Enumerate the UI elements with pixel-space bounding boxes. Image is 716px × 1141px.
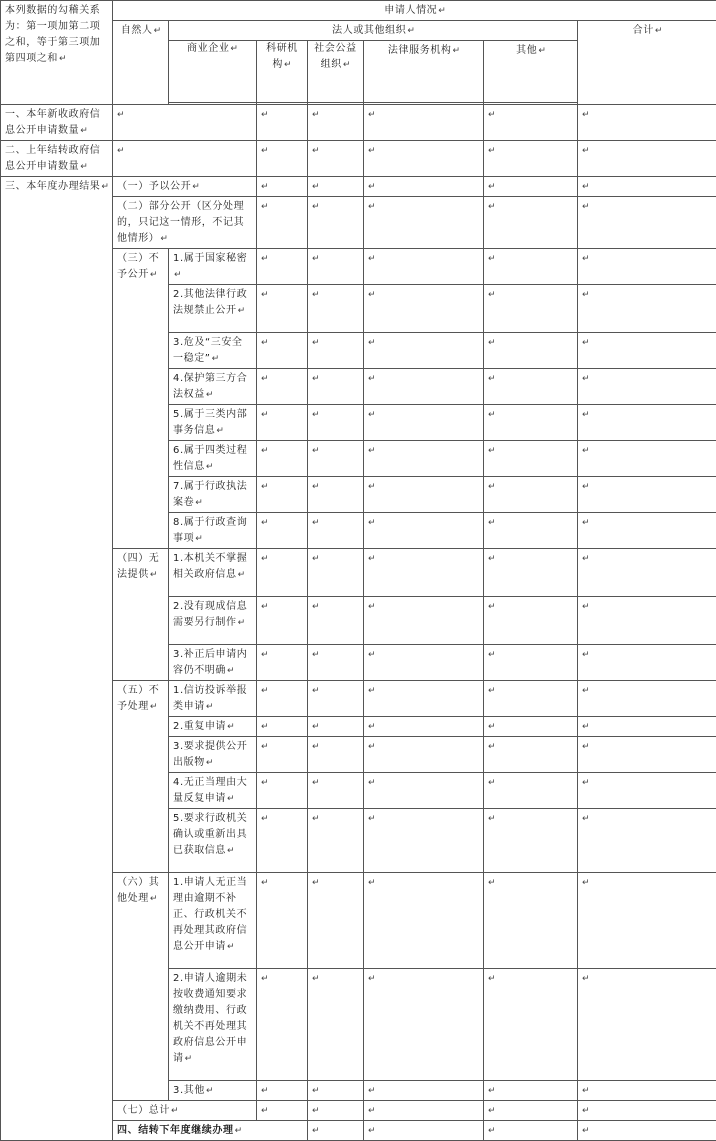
cell: ↵ [308, 405, 364, 441]
cell: ↵ [308, 285, 364, 333]
cell: ↵ [484, 441, 578, 477]
cell: ↵ [484, 873, 578, 969]
cell: ↵ [257, 369, 308, 405]
cell: ↵ [308, 549, 364, 597]
cell: ↵ [484, 1101, 578, 1121]
label-unable-group: （四）无法提供↵ [113, 549, 169, 681]
cell: ↵ [578, 177, 716, 197]
cell: ↵ [257, 333, 308, 369]
label-carried-over: 二、上年结转政府信息公开申请数量↵ [1, 141, 113, 177]
label-refuse-group: （三）不予公开↵ [113, 249, 169, 549]
header-natural-person: 自然人↵ [113, 21, 169, 105]
cell: ↵ [257, 405, 308, 441]
cell: ↵ [308, 105, 364, 141]
cell: ↵ [308, 873, 364, 969]
header-other: 其他↵ [484, 41, 578, 103]
row-new-requests [1, 105, 716, 141]
label-other-item: 1.申请人无正当理由逾期不补正、行政机关不再处理其政府信息公开申请↵ [169, 873, 257, 969]
cell: ↵ [578, 285, 716, 333]
label-total: （七）总计↵ [113, 1101, 257, 1121]
cell: ↵ [308, 333, 364, 369]
cell: ↵ [364, 369, 484, 405]
label-refuse-item: 1.属于国家秘密↵ [169, 249, 257, 285]
cell: ↵ [257, 285, 308, 333]
cell: ↵ [578, 369, 716, 405]
label-no-process-item: 4.无正当理由大量反复申请↵ [169, 773, 257, 809]
header-row-1 [1, 1, 716, 21]
header-research: 科研机构↵ [257, 41, 308, 103]
cell: ↵ [364, 197, 484, 249]
cell: ↵ [308, 773, 364, 809]
cell: ↵ [484, 141, 578, 177]
cell: ↵ [257, 597, 308, 645]
cell: ↵ [364, 717, 484, 737]
cell: ↵ [578, 1121, 716, 1141]
cell: ↵ [364, 513, 484, 549]
cell: ↵ [308, 809, 364, 873]
cell: ↵ [484, 969, 578, 1081]
header-note: 本列数据的勾稽关系为：第一项加第二项之和，等于第三项加第四项之和↵ [1, 1, 113, 105]
cell: ↵ [308, 645, 364, 681]
header-applicant: 申请人情况↵ [113, 1, 716, 21]
cell: ↵ [308, 1081, 364, 1101]
header-legal-service: 法律服务机构↵ [364, 41, 484, 103]
cell: ↵ [113, 105, 257, 141]
cell: ↵ [308, 737, 364, 773]
cell: ↵ [484, 1121, 578, 1141]
cell: ↵ [578, 873, 716, 969]
cell: ↵ [308, 717, 364, 737]
cell: ↵ [578, 773, 716, 809]
cell: ↵ [364, 969, 484, 1081]
header-social-welfare: 社会公益组织↵ [308, 41, 364, 103]
cell: ↵ [484, 477, 578, 513]
cell: ↵ [484, 773, 578, 809]
cell: ↵ [578, 969, 716, 1081]
cell: ↵ [484, 285, 578, 333]
cell: ↵ [484, 597, 578, 645]
cell: ↵ [364, 681, 484, 717]
cell: ↵ [257, 969, 308, 1081]
label-no-process-item: 5.要求行政机关确认或重新出具已获取信息↵ [169, 809, 257, 873]
cell: ↵ [484, 249, 578, 285]
label-refuse-item: 5.属于三类内部事务信息↵ [169, 405, 257, 441]
cell: ↵ [113, 141, 257, 177]
cell: ↵ [578, 513, 716, 549]
cell: ↵ [484, 177, 578, 197]
cell: ↵ [364, 549, 484, 597]
cell: ↵ [308, 177, 364, 197]
cell: ↵ [257, 441, 308, 477]
label-refuse-item: 4.保护第三方合法权益↵ [169, 369, 257, 405]
cell: ↵ [257, 809, 308, 873]
cell: ↵ [578, 681, 716, 717]
cell: ↵ [257, 141, 308, 177]
cell: ↵ [257, 249, 308, 285]
cell: ↵ [257, 549, 308, 597]
cell: ↵ [578, 197, 716, 249]
cell: ↵ [364, 873, 484, 969]
cell: ↵ [257, 737, 308, 773]
cell: ↵ [484, 1081, 578, 1101]
label-refuse-item: 3.危及“三安全一稳定”↵ [169, 333, 257, 369]
label-other-item: 3.其他↵ [169, 1081, 257, 1101]
cell: ↵ [364, 737, 484, 773]
cell: ↵ [257, 773, 308, 809]
cell: ↵ [257, 513, 308, 549]
header-total: 合计↵ [578, 21, 716, 105]
label-refuse-item: 2.其他法律行政法规禁止公开↵ [169, 285, 257, 333]
cell: ↵ [484, 405, 578, 441]
cell: ↵ [484, 717, 578, 737]
cell: ↵ [364, 105, 484, 141]
label-refuse-item: 7.属于行政执法案卷↵ [169, 477, 257, 513]
cell: ↵ [308, 969, 364, 1081]
cell: ↵ [364, 809, 484, 873]
label-no-process-group: （五）不予处理↵ [113, 681, 169, 873]
cell: ↵ [578, 333, 716, 369]
cell: ↵ [257, 477, 308, 513]
label-disclosed: （一）予以公开↵ [113, 177, 257, 197]
cell: ↵ [578, 477, 716, 513]
cell: ↵ [364, 597, 484, 645]
header-legal-group: 法人或其他组织↵ [169, 21, 578, 41]
cell: ↵ [484, 681, 578, 717]
cell: ↵ [484, 549, 578, 597]
cell: ↵ [257, 177, 308, 197]
cell: ↵ [257, 197, 308, 249]
cell: ↵ [308, 477, 364, 513]
cell: ↵ [578, 405, 716, 441]
cell: ↵ [257, 1101, 308, 1121]
label-results: 三、本年度办理结果↵ [1, 177, 113, 1141]
cell: ↵ [364, 249, 484, 285]
row-disclosed [1, 177, 716, 197]
cell: ↵ [364, 773, 484, 809]
cell: ↵ [308, 513, 364, 549]
cell: ↵ [578, 809, 716, 873]
cell: ↵ [364, 477, 484, 513]
cell: ↵ [364, 285, 484, 333]
cell: ↵ [484, 369, 578, 405]
cell: ↵ [308, 1121, 364, 1141]
cell: ↵ [364, 333, 484, 369]
label-new-requests: 一、本年新收政府信息公开申请数量↵ [1, 105, 113, 141]
cell: ↵ [578, 645, 716, 681]
label-partial: （二）部分公开（区分处理的，只记这一情形，不记其他情形）↵ [113, 197, 257, 249]
cell: ↵ [578, 1101, 716, 1121]
cell: ↵ [484, 809, 578, 873]
cell: ↵ [364, 141, 484, 177]
label-refuse-item: 8.属于行政查询事项↵ [169, 513, 257, 549]
cell: ↵ [308, 441, 364, 477]
cell: ↵ [484, 645, 578, 681]
cell: ↵ [578, 597, 716, 645]
label-no-process-item: 2.重复申请↵ [169, 717, 257, 737]
label-other-group: （六）其他处理↵ [113, 873, 169, 1101]
cell: ↵ [308, 369, 364, 405]
label-no-process-item: 3.要求提供公开出版物↵ [169, 737, 257, 773]
label-unable-item: 1.本机关不掌握相关政府信息↵ [169, 549, 257, 597]
cell: ↵ [484, 737, 578, 773]
cell: ↵ [578, 737, 716, 773]
cell: ↵ [308, 249, 364, 285]
label-no-process-item: 1.信访投诉举报类申请↵ [169, 681, 257, 717]
cell: ↵ [578, 549, 716, 597]
cell: ↵ [308, 141, 364, 177]
cell: ↵ [308, 681, 364, 717]
cell: ↵ [364, 1101, 484, 1121]
header-business: 商业企业↵ [169, 41, 257, 103]
cell: ↵ [484, 333, 578, 369]
cell: ↵ [578, 717, 716, 737]
cell: ↵ [578, 141, 716, 177]
cell: ↵ [364, 645, 484, 681]
cell: ↵ [364, 177, 484, 197]
cell: ↵ [578, 249, 716, 285]
cell: ↵ [578, 1081, 716, 1101]
cell: ↵ [364, 1081, 484, 1101]
cell: ↵ [578, 441, 716, 477]
label-refuse-item: 6.属于四类过程性信息↵ [169, 441, 257, 477]
cell: ↵ [257, 645, 308, 681]
cell: ↵ [364, 1121, 484, 1141]
label-unable-item: 2.没有现成信息需要另行制作↵ [169, 597, 257, 645]
cell: ↵ [484, 105, 578, 141]
cell: ↵ [257, 105, 308, 141]
label-unable-item: 3.补正后申请内容仍不明确↵ [169, 645, 257, 681]
row-carried-over [1, 141, 716, 177]
cell: ↵ [308, 597, 364, 645]
cell: ↵ [308, 197, 364, 249]
cell: ↵ [308, 1101, 364, 1121]
cell: ↵ [364, 405, 484, 441]
cell: ↵ [484, 197, 578, 249]
cell: ↵ [257, 873, 308, 969]
cell: ↵ [257, 1081, 308, 1101]
cell: ↵ [364, 441, 484, 477]
cell: ↵ [257, 681, 308, 717]
cell: ↵ [257, 717, 308, 737]
label-other-item: 2.申请人逾期未按收费通知要求缴纳费用、行政机关不再处理其政府信息公开申请↵ [169, 969, 257, 1081]
cell: ↵ [484, 513, 578, 549]
cell: ↵ [578, 105, 716, 141]
label-next-year: 四、结转下年度继续办理↵ [113, 1121, 308, 1141]
